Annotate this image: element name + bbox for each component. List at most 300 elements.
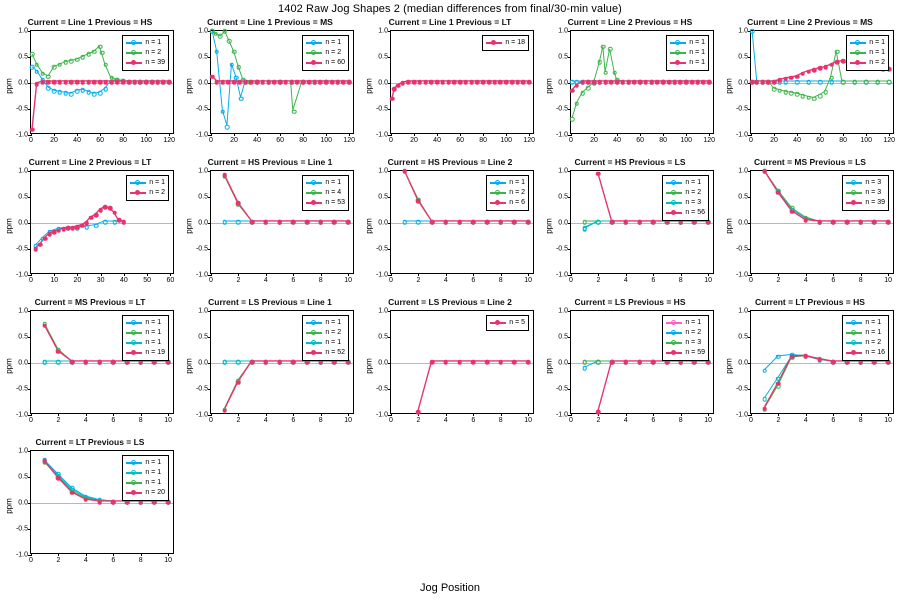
x-tick-mark xyxy=(238,413,239,416)
legend-swatch-icon xyxy=(126,319,142,327)
data-point xyxy=(754,80,759,85)
x-tick-mark xyxy=(124,273,125,276)
x-tick-mark xyxy=(626,413,627,416)
x-tick-mark xyxy=(686,133,687,136)
legend xyxy=(302,35,349,71)
legend-label: n = 19 xyxy=(145,349,165,356)
data-point xyxy=(402,169,407,174)
legend xyxy=(122,315,169,361)
y-axis-label: ppm xyxy=(184,358,194,374)
data-point xyxy=(829,80,834,85)
x-tick-mark xyxy=(709,133,710,136)
x-tick-label: 120 xyxy=(163,137,176,144)
data-point xyxy=(762,369,767,374)
x-tick-mark xyxy=(101,273,102,276)
legend-item xyxy=(126,458,165,468)
x-tick-mark xyxy=(528,273,529,276)
data-point xyxy=(402,220,407,225)
chart-panel xyxy=(0,296,180,436)
data-point xyxy=(227,39,232,44)
y-tick-label: -0.5 xyxy=(375,245,388,253)
data-point xyxy=(214,50,219,55)
data-point xyxy=(783,77,788,82)
x-tick-label: 8 xyxy=(858,277,863,284)
data-point xyxy=(574,83,579,88)
x-tick-label: 10 xyxy=(344,417,353,424)
legend-label: n = 1 xyxy=(145,459,162,466)
legend-label: n = 2 xyxy=(325,49,342,56)
x-tick-mark xyxy=(169,133,170,136)
data-point xyxy=(429,80,434,85)
legend-swatch-icon xyxy=(126,489,142,497)
data-point xyxy=(485,360,490,365)
legend-label: n = 1 xyxy=(325,319,342,326)
x-tick-mark xyxy=(348,413,349,416)
x-tick-label: 80 xyxy=(659,137,668,144)
data-point xyxy=(225,125,230,130)
x-tick-mark xyxy=(663,133,664,136)
legend-item xyxy=(306,38,345,48)
legend-swatch-icon xyxy=(126,339,142,347)
data-point xyxy=(70,490,75,495)
y-tick-label: -0.5 xyxy=(555,245,568,253)
x-tick-mark xyxy=(888,413,889,416)
legend-label: n = 1 xyxy=(869,49,885,56)
legend-item xyxy=(486,38,525,48)
x-tick-mark xyxy=(473,413,474,416)
x-tick-mark xyxy=(349,133,350,136)
data-point xyxy=(46,86,51,91)
y-tick-label: -1.0 xyxy=(15,131,28,139)
y-tick-label: -0.5 xyxy=(195,245,208,253)
legend-label: n = 1 xyxy=(325,179,342,186)
x-tick-label: 8 xyxy=(138,417,143,424)
x-tick-mark xyxy=(168,553,169,556)
x-tick-mark xyxy=(483,133,484,136)
data-point xyxy=(444,360,449,365)
y-tick-label: 1.0 xyxy=(18,167,28,175)
y-tick-label: 1.0 xyxy=(378,307,388,315)
x-tick-label: 60 xyxy=(816,137,825,144)
data-point xyxy=(100,51,105,56)
legend-item xyxy=(850,48,885,58)
legend-item xyxy=(850,58,885,68)
x-tick-label: 20 xyxy=(770,137,778,144)
data-point xyxy=(570,117,575,122)
panel-strip-label: Current = LS Previous = Line 2 xyxy=(388,297,512,307)
y-tick-label: -1.0 xyxy=(15,271,28,279)
data-point xyxy=(222,173,227,178)
data-point xyxy=(601,44,606,49)
x-tick-label: 80 xyxy=(839,137,848,144)
x-tick-label: 8 xyxy=(138,557,143,564)
x-tick-mark xyxy=(861,273,862,276)
x-tick-mark xyxy=(506,133,507,136)
legend-label: n = 56 xyxy=(685,209,705,216)
data-point xyxy=(829,76,834,81)
x-tick-label: 4 xyxy=(623,277,628,284)
data-point xyxy=(624,360,629,365)
x-tick-label: 0 xyxy=(389,137,393,144)
data-point xyxy=(52,65,57,70)
data-point xyxy=(886,220,891,225)
legend-swatch-icon xyxy=(306,189,322,197)
data-point xyxy=(98,44,103,49)
series-line xyxy=(765,355,887,407)
data-point xyxy=(610,360,615,365)
data-point xyxy=(582,220,587,225)
x-tick-label: 6 xyxy=(291,277,296,284)
data-point xyxy=(278,80,283,85)
data-point xyxy=(806,95,811,100)
x-tick-label: 4 xyxy=(263,417,268,424)
data-point xyxy=(804,218,809,223)
panel-strip-label: Current = LS Previous = Line 1 xyxy=(208,297,332,307)
x-tick-mark xyxy=(100,133,101,136)
data-point xyxy=(852,80,857,85)
x-tick-label: 80 xyxy=(479,137,488,144)
legend-swatch-icon xyxy=(846,319,862,327)
legend-item xyxy=(666,208,705,218)
data-point xyxy=(346,220,351,225)
data-point xyxy=(40,71,45,76)
legend-item xyxy=(126,38,165,48)
data-point xyxy=(138,80,143,85)
data-point xyxy=(416,220,421,225)
data-point xyxy=(42,360,47,365)
data-point xyxy=(512,360,517,365)
x-tick-mark xyxy=(293,413,294,416)
x-tick-label: 2 xyxy=(776,277,781,284)
x-tick-label: 60 xyxy=(166,277,175,284)
panel-strip-label: Current = LS Previous = HS xyxy=(574,297,686,307)
x-tick-label: 4 xyxy=(443,277,448,284)
panel-strip-label: Current = Line 1 Previous = LT xyxy=(388,17,512,27)
x-tick-label: 8 xyxy=(498,277,503,284)
data-point xyxy=(598,60,603,65)
data-point xyxy=(232,80,237,85)
x-tick-mark xyxy=(391,273,392,276)
legend-swatch-icon xyxy=(666,349,682,357)
data-point xyxy=(243,80,248,85)
x-tick-label: 40 xyxy=(253,137,261,144)
data-point xyxy=(277,220,282,225)
x-tick-label: 0 xyxy=(29,137,33,144)
plot-area xyxy=(195,27,356,144)
data-point xyxy=(864,80,869,85)
legend-label: n = 1 xyxy=(689,59,705,66)
data-point xyxy=(229,63,234,68)
data-point xyxy=(817,220,822,225)
y-tick-label: 0.5 xyxy=(18,193,28,201)
legend-item xyxy=(850,38,885,48)
y-axis-label: ppm xyxy=(364,358,374,374)
data-point xyxy=(801,71,806,76)
data-point xyxy=(400,81,405,86)
data-point xyxy=(335,80,340,85)
x-tick-label: 4 xyxy=(443,417,448,424)
y-tick-label: 0.5 xyxy=(198,53,208,61)
x-tick-label: 100 xyxy=(860,137,873,144)
data-point xyxy=(92,50,97,55)
data-point xyxy=(621,80,626,85)
data-point xyxy=(250,220,255,225)
x-tick-label: 6 xyxy=(651,277,656,284)
data-point xyxy=(104,87,109,92)
data-point xyxy=(638,80,643,85)
legend-label: n = 1 xyxy=(145,479,162,486)
data-point xyxy=(471,360,476,365)
legend-swatch-icon xyxy=(666,329,682,337)
x-tick-label: 8 xyxy=(858,417,863,424)
data-point xyxy=(430,360,435,365)
data-point xyxy=(444,220,449,225)
legend-label: n = 2 xyxy=(869,59,885,66)
data-point xyxy=(115,80,120,85)
data-point xyxy=(824,90,829,95)
y-tick-label: 0.5 xyxy=(18,473,28,481)
data-point xyxy=(458,80,463,85)
x-tick-mark xyxy=(211,413,212,416)
data-point xyxy=(804,354,809,359)
data-point xyxy=(406,80,411,85)
data-point xyxy=(52,89,57,94)
x-axis-label: Jog Position xyxy=(420,582,480,594)
x-tick-label: 80 xyxy=(119,137,128,144)
legend-label: n = 1 xyxy=(685,319,702,326)
data-point xyxy=(226,80,231,85)
series-line xyxy=(225,361,347,408)
legend-swatch-icon xyxy=(490,179,506,187)
legend-swatch-icon xyxy=(126,469,142,477)
y-tick-label: 1.0 xyxy=(738,307,748,315)
x-tick-label: 0 xyxy=(749,277,753,284)
legend-item xyxy=(126,348,165,358)
data-point xyxy=(632,80,637,85)
y-tick-label: -1.0 xyxy=(15,551,28,559)
data-point xyxy=(30,52,35,57)
series-line xyxy=(32,81,167,128)
legend-item xyxy=(670,38,705,48)
panel-strip-label: Current = Line 2 Previous = MS xyxy=(747,17,873,27)
panel-strip-label: Current = LT Previous = HS xyxy=(755,297,865,307)
data-point xyxy=(264,220,269,225)
data-point xyxy=(526,220,531,225)
data-point xyxy=(261,80,266,85)
data-point xyxy=(651,220,656,225)
x-tick-mark xyxy=(141,553,142,556)
legend-item xyxy=(306,58,345,68)
x-tick-label: 120 xyxy=(883,137,896,144)
data-point xyxy=(301,80,306,85)
data-point xyxy=(292,109,297,114)
legend-item xyxy=(846,178,885,188)
plot-area xyxy=(15,307,174,424)
y-tick-label: -1.0 xyxy=(555,271,568,279)
y-tick-label: -1.0 xyxy=(555,411,568,419)
data-point xyxy=(33,247,38,252)
legend-swatch-icon xyxy=(130,179,146,187)
y-tick-label: -1.0 xyxy=(555,131,568,139)
x-tick-mark xyxy=(571,273,572,276)
x-tick-mark xyxy=(58,553,59,556)
x-tick-label: 30 xyxy=(96,277,105,284)
x-tick-label: 10 xyxy=(164,557,173,564)
y-axis-label: ppm xyxy=(4,358,14,374)
data-point xyxy=(435,80,440,85)
legend-item xyxy=(126,488,165,498)
x-tick-label: 6 xyxy=(471,277,476,284)
data-point xyxy=(806,69,811,74)
data-point xyxy=(580,91,585,96)
x-tick-label: 8 xyxy=(318,277,323,284)
data-point xyxy=(471,220,476,225)
x-tick-label: 4 xyxy=(83,557,88,564)
data-point xyxy=(760,80,765,85)
x-tick-label: 40 xyxy=(793,137,801,144)
x-tick-label: 4 xyxy=(623,417,628,424)
data-point xyxy=(649,80,654,85)
data-point xyxy=(81,88,86,93)
data-point xyxy=(801,94,806,99)
data-point xyxy=(332,220,337,225)
legend-label: n = 1 xyxy=(689,39,705,46)
x-tick-mark xyxy=(681,413,682,416)
y-tick-label: -0.5 xyxy=(195,385,208,393)
y-tick-label: 1.0 xyxy=(558,27,568,35)
legend-item xyxy=(126,468,165,478)
y-tick-label: 0.0 xyxy=(558,79,568,87)
x-tick-label: 20 xyxy=(590,137,598,144)
x-tick-label: 2 xyxy=(416,277,421,284)
data-point xyxy=(289,80,294,85)
data-point xyxy=(624,220,629,225)
x-tick-mark xyxy=(266,273,267,276)
data-point xyxy=(835,60,840,65)
legend xyxy=(842,175,889,211)
data-point xyxy=(86,90,91,95)
x-tick-label: 60 xyxy=(456,137,465,144)
x-tick-mark xyxy=(170,273,171,276)
data-point xyxy=(97,500,102,505)
page-title: 1402 Raw Jog Shapes 2 (median differences from final/30-min value) xyxy=(278,3,622,15)
legend-swatch-icon xyxy=(850,39,866,47)
x-tick-mark xyxy=(257,133,258,136)
x-tick-mark xyxy=(866,133,867,136)
data-point xyxy=(872,220,877,225)
data-point xyxy=(34,63,39,68)
legend-item xyxy=(666,338,705,348)
legend-item xyxy=(126,318,165,328)
y-tick-label: 1.0 xyxy=(18,307,28,315)
x-tick-mark xyxy=(348,273,349,276)
x-tick-mark xyxy=(889,133,890,136)
x-tick-mark xyxy=(653,413,654,416)
data-point xyxy=(766,80,771,85)
data-point xyxy=(762,169,767,174)
legend-label: n = 1 xyxy=(685,179,702,186)
x-tick-label: 120 xyxy=(703,137,716,144)
panel-strip-label: Current = HS Previous = Line 2 xyxy=(387,157,513,167)
data-point xyxy=(586,80,591,85)
data-point xyxy=(86,52,91,57)
data-point xyxy=(94,213,99,218)
data-point xyxy=(63,91,68,96)
data-point xyxy=(155,80,160,85)
x-tick-mark xyxy=(77,273,78,276)
data-point xyxy=(69,92,74,97)
data-point xyxy=(498,220,503,225)
data-point xyxy=(222,360,227,365)
x-tick-label: 100 xyxy=(320,137,333,144)
x-tick-label: 2 xyxy=(416,417,421,424)
y-tick-label: 0.0 xyxy=(198,79,208,87)
y-tick-label: 0.0 xyxy=(18,79,28,87)
y-tick-label: -0.5 xyxy=(375,385,388,393)
x-tick-label: 40 xyxy=(433,137,441,144)
chart-panel xyxy=(180,156,360,296)
data-point xyxy=(324,80,329,85)
x-tick-label: 0 xyxy=(209,277,213,284)
x-tick-label: 100 xyxy=(500,137,513,144)
legend-swatch-icon xyxy=(846,179,862,187)
data-point xyxy=(835,50,840,55)
data-point xyxy=(818,66,823,71)
y-axis-label: ppm xyxy=(4,78,14,94)
data-point xyxy=(701,80,706,85)
data-point xyxy=(236,360,241,365)
data-point xyxy=(603,70,608,75)
legend-item xyxy=(666,188,705,198)
data-point xyxy=(111,500,116,505)
data-point xyxy=(684,80,689,85)
data-point xyxy=(452,80,457,85)
legend-label: n = 16 xyxy=(865,349,885,356)
legend-label: n = 1 xyxy=(325,339,342,346)
data-point xyxy=(220,109,225,114)
series-line xyxy=(585,221,707,228)
legend-item xyxy=(666,328,705,338)
data-point xyxy=(776,382,781,387)
x-tick-label: 0 xyxy=(569,277,573,284)
data-point xyxy=(789,91,794,96)
y-tick-label: 0.5 xyxy=(198,333,208,341)
data-point xyxy=(812,68,817,73)
data-point xyxy=(291,360,296,365)
data-point xyxy=(818,94,823,99)
chart-panel xyxy=(180,16,360,156)
y-tick-label: 0.0 xyxy=(378,219,388,227)
legend-item xyxy=(666,198,705,208)
x-tick-mark xyxy=(391,413,392,416)
data-point xyxy=(858,220,863,225)
legend-label: n = 1 xyxy=(865,329,882,336)
data-point xyxy=(457,220,462,225)
legend-item xyxy=(846,338,885,348)
y-tick-label: 0.5 xyxy=(18,53,28,61)
data-point xyxy=(255,80,260,85)
data-point xyxy=(108,206,113,211)
x-tick-label: 0 xyxy=(29,277,33,284)
y-axis-label: ppm xyxy=(544,358,554,374)
data-point xyxy=(236,220,241,225)
legend-item xyxy=(490,188,525,198)
legend-label: n = 20 xyxy=(145,489,165,496)
legend-swatch-icon xyxy=(490,319,506,327)
data-point xyxy=(249,80,254,85)
data-point xyxy=(596,410,601,415)
data-point xyxy=(236,65,241,70)
